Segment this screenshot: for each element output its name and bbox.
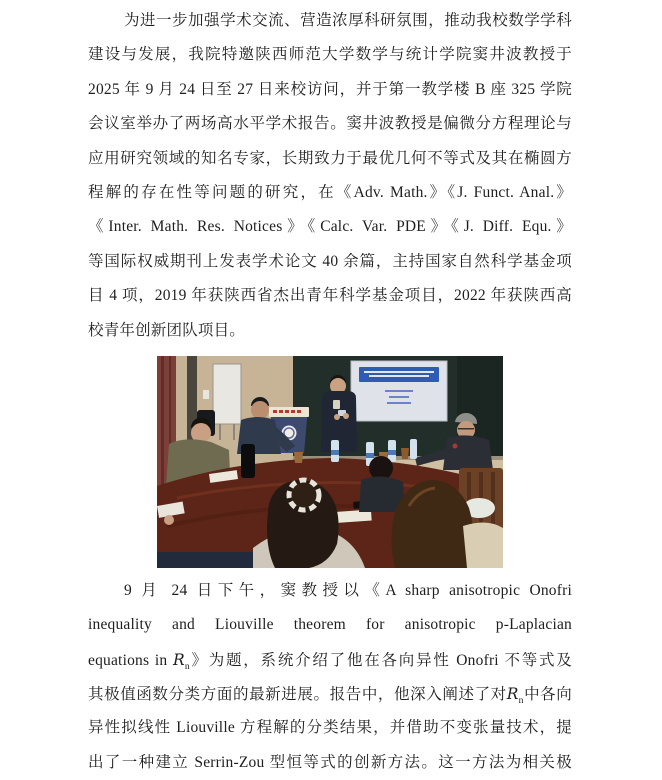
seminar-photo [157,356,503,568]
text-segment: equations in [88,651,173,669]
text-line: 目 4 项，2019 年获陕西省杰出青年科学基金项目，2022 年获陕西高 [88,287,572,305]
text-line: inequality and Liouville theorem for anisotropic p-Laplacian [88,616,572,634]
text-line: 会议室举办了两场高水平学术报告。窦井波教授是偏微分方程理论与 [88,115,572,133]
text-line: 等国际权威期刊上发表学术论文 40 余篇，主持国家自然科学基金项 [88,252,572,270]
slide-title-box [359,367,439,382]
text-line: 校青年创新团队项目。 [88,321,246,339]
paragraph-report [88,574,572,780]
text-line: 程解的存在性等问题的研究，在《Adv. Math.》《J. Funct. Anal.》 [88,183,572,201]
math-Rn: $R_n$ [172,650,190,672]
text-line: 《Inter. Math. Res. Notices》《Calc. Var. PDE》《J. Diff. Equ.》 [88,218,572,236]
text-segment: 中各向 [523,686,572,704]
text-line: 为进一步加强学术交流、营造浓厚科研氛围，推动我校数学学科 [124,12,572,29]
text-line: 异性拟线性 Liouville 方程解的分类结果，并借助不变张量技术，提 [88,719,572,737]
text-line [88,677,572,711]
math-Rn: $R_n$ [506,685,524,707]
projection-screen [351,361,447,421]
text-segment: 其极值函数分类方面的最新进展。报告中，他深入阐述了对 [88,686,507,704]
text-line [88,643,572,677]
text-line: 2025 年 9 月 24 日至 27 日来校访问，并于第一教学楼 B 座 325 学院 [88,80,572,98]
text-line: 出了一种建立 Serrin-Zou 型恒等式的创新方法。这一方法为相关极 [88,753,572,771]
text-line: 应用研究领域的知名专家，长期致力于最优几何不等式及其在椭圆方 [88,149,572,167]
text-line: 建设与发展，我院特邀陕西师范大学数学与统计学院窦井波教授于 [88,46,572,64]
paragraph-intro [88,4,572,348]
text-segment: 》为题，系统介绍了他在各向异性 Onofri 不等式及 [189,651,572,669]
text-line: 9 月 24 日下午，窦教授以《A sharp anisotropic Onofri [124,581,572,599]
seminar-photo-graphic [157,356,503,568]
